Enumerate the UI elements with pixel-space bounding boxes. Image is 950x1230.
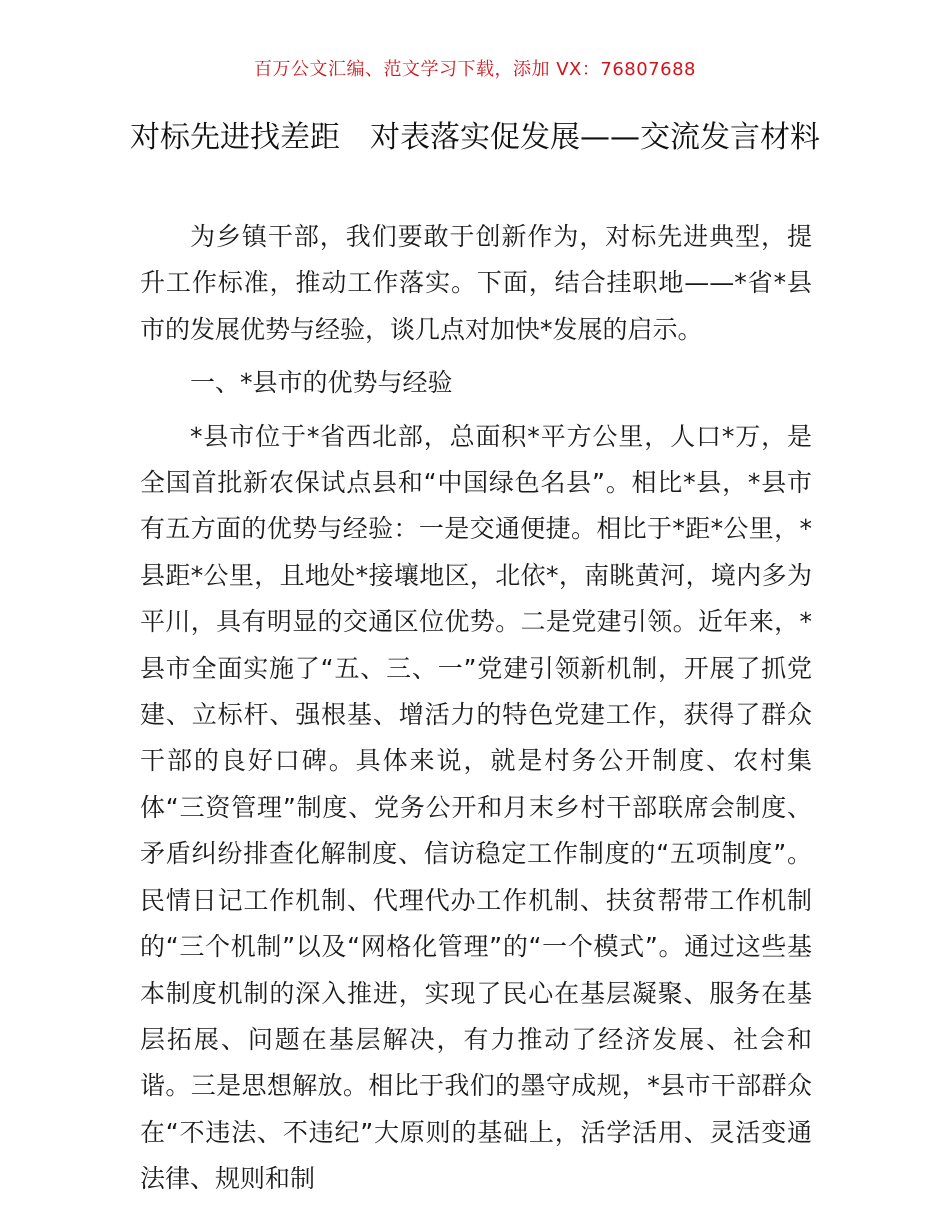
document-title: 对标先进找差距 对表落实促发展——交流发言材料 bbox=[130, 120, 820, 155]
download-banner: 百万公文汇编、范文学习下载，添加 VX：76807688 bbox=[254, 59, 696, 80]
section-heading: 一、*县市的优势与经验 bbox=[190, 368, 453, 398]
document-body bbox=[140, 214, 812, 1203]
intro-paragraph: 为乡镇干部，我们要敢于创新作为，对标先进典型，提升工作标准，推动工作落实。下面，结合挂职地——*省*县市的发展优势与经验，谈几点对加快*发展的启示。 bbox=[140, 222, 812, 344]
body-paragraph: *县市位于*省西北部，总面积*平方公里，人口*万，是全国首批新农保试点县和“中国绿色名县”。相比*县，*县市有五方面的优势与经验：一是交通便捷。相比于*距*公里，*县距*公里，且地处*接壤地区，北依*，南眺黄河，境内多为平川，具有明显的交通区位优势。二是党建引领。近年来，*县市全面实施了“五、三、一”党建引领新机制，开展了抓党建、立标杆、强根基、增活力的特色党建工作，获得了群众干部的良好口碑。具体来说，就是村务公开制度、农村集体“三资管理”制度、党务公开和月末乡村干部联席会制度、矛盾纠纷排查化解制度、信访稳定工作制度的“五项制度”。民情日记工作机制、代理代办工作机制、扶贫帮带工作机制的“三个机制”以及“网格化管理”的“一个模式”。通过这些基本制度机制的深入推进，实现了民心在基层凝聚、服务在基层拓展、问题在基层解决，有力推动了经济发展、社会和谐。三是思想解放。相比于我们的墨守成规，*县市干部群众在“不违法、不违纪”大原则的基础上，活学活用、灵活变通法律、规则和制 bbox=[140, 421, 812, 1194]
